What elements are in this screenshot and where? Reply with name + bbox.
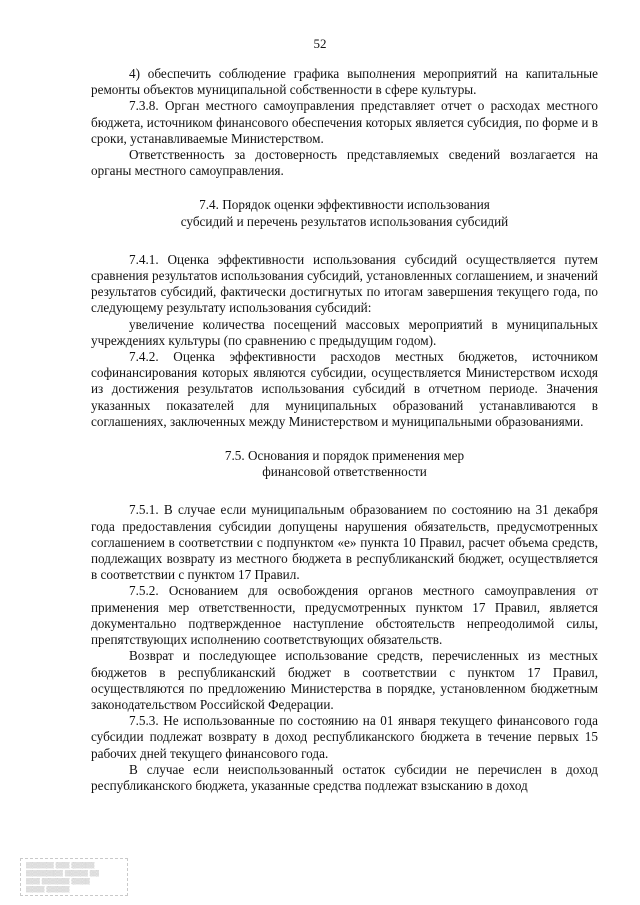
paragraph-7-4-1: 7.4.1. Оценка эффективности использования субсидий осуществляется путем сравнения результатов использования субсидий, установленных соглашением, и значений результатов субсидий, фактически достигнутых по итогам завершения текущего года, по следующему результату использования субсидий:: [91, 251, 598, 316]
spacer: [91, 480, 598, 502]
paragraph-refund-usage: Возврат и последующее использование средств, перечисленных из местных бюджетов в республиканский бюджет в соответствии с пунктом 17 Правил, осуществляются по предложению Министерства в порядке, установленном бюджетным законодательством Российской Федерации.: [91, 648, 598, 712]
paragraph-responsibility: Ответственность за достоверность представляемых сведений возлагается на органы местного самоуправления.: [91, 147, 598, 179]
spacer: [91, 179, 598, 197]
section-heading-7-4-line-1: 7.4. Порядок оценки эффективности использования: [199, 197, 490, 213]
section-heading-7-4-line-2: субсидий и перечень результатов использования субсидий: [180, 213, 509, 229]
section-heading-7-5-line-1: 7.5. Основания и порядок применения мер: [224, 448, 465, 464]
stamp-line: ▒▒▒▒▒▒ ▒▒▒ ▒▒▒▒▒: [26, 862, 95, 869]
page-number: 52: [313, 36, 327, 51]
paragraph-7-3-8: 7.3.8. Орган местного самоуправления представляет отчет о расходах местного бюджета, источником финансового обеспечения которых является субсидия, по форме и в сроки, устанавливаемые Министерством.: [91, 98, 598, 146]
paragraph-item-4: 4) обеспечить соблюдение графика выполнения мероприятий на капитальные ремонты объектов муниципальной собственности в сфере культуры.: [91, 66, 598, 98]
section-heading-7-5-line-2: финансовой ответственности: [262, 464, 427, 480]
stamp-line: ▒▒▒▒ ▒▒▒▒▒: [26, 886, 70, 893]
spacer: [91, 230, 598, 252]
spacer: [91, 430, 598, 448]
stamp-line: ▒▒▒▒▒▒▒▒ ▒▒▒▒▒ ▒▒: [26, 870, 100, 877]
registration-stamp: [20, 858, 128, 896]
document-body: [91, 66, 598, 794]
paragraph-7-5-2: 7.5.2. Основанием для освобождения органов местного самоуправления от применения мер ответственности, предусмотренных пунктом 17 Правил, является документально подтвержденное наступление обстоятельств непреодолимой силы, препятствующих исполнению соответствующих обязательств.: [91, 583, 598, 648]
stamp-line: ▒▒▒ ▒▒▒▒▒▒ ▒▒▒▒: [26, 878, 90, 885]
paragraph-result-indicator: увеличение количества посещений массовых мероприятий в муниципальных учреждениях культуры (по сравнению с предыдущим годом).: [91, 316, 598, 348]
paragraph-7-5-3: 7.5.3. Не использованные по состоянию на 01 января текущего финансового года субсидии подлежат возврату в доход республиканского бюджета в течение первых 15 рабочих дней текущего финансового года.: [91, 713, 598, 761]
paragraph-7-5-1: 7.5.1. В случае если муниципальным образованием по состоянию на 31 декабря года предоставления субсидии допущены нарушения обязательств, предусмотренных соглашением в соответствии с подпунктом «е» пункта 10 Правил, расчет объема средств, подлежащих возврату из местного бюджета в республиканский бюджет, осуществляется в соответствии с пунктом 17 Правил.: [91, 502, 598, 583]
paragraph-7-4-2: 7.4.2. Оценка эффективности расходов местных бюджетов, источником софинансирования которых являются субсидии, осуществляется Министерством исходя из достижения результатов использования субсидий в отчетном периоде. Значения указанных показателей для муниципальных образований устанавливаются в соглашениях, заключенных между Министерством и муниципальными образованиями.: [91, 349, 598, 429]
paragraph-unused-balance: В случае если неиспользованный остаток субсидии не перечислен в доход республиканского бюджета, указанные средства подлежат взысканию в доход: [91, 761, 598, 793]
